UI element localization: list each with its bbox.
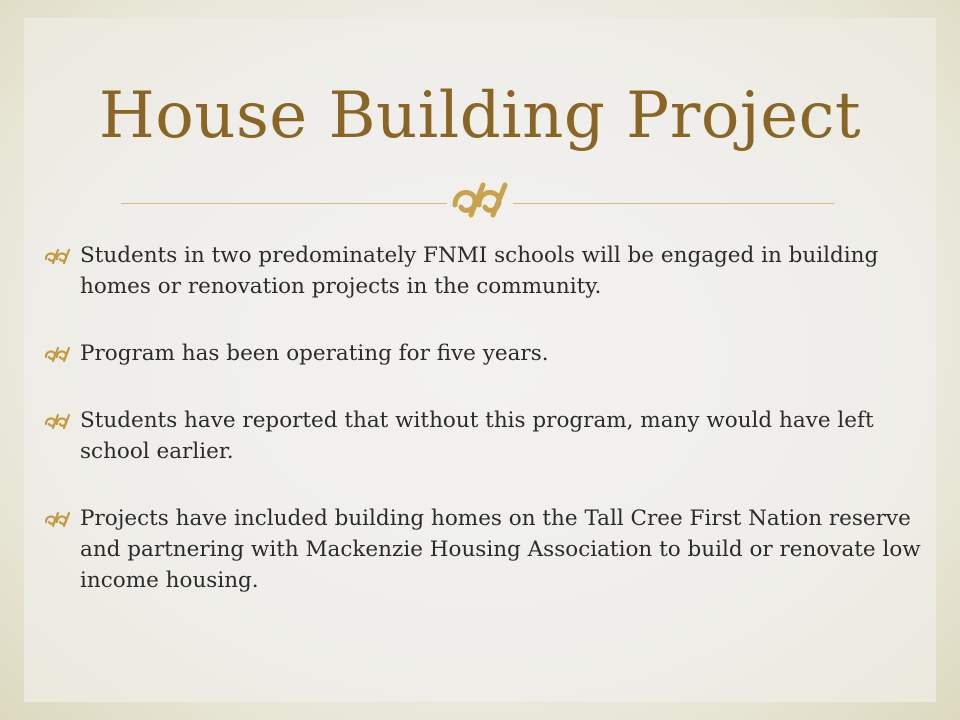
double-loop-ornament-icon (449, 177, 511, 221)
list-item (44, 240, 924, 302)
list-item (44, 503, 924, 596)
bullet-text: Students in two predominately FNMI schools will be engaged in building homes or renovation projects in the community. (80, 243, 879, 299)
double-loop-bullet-icon (44, 248, 70, 264)
double-loop-bullet-icon (44, 511, 70, 527)
slide-title: House Building Project (98, 79, 862, 153)
title-divider-right (513, 203, 835, 204)
list-item (44, 338, 924, 369)
bullet-text: Students have reported that without this program, many would have left school earlier. (80, 408, 874, 464)
bullet-text: Projects have included building homes on the Tall Cree First Nation reserve and partnering with Mackenzie Housing Association to build or renovate low income housing. (80, 506, 921, 593)
double-loop-bullet-icon (44, 413, 70, 429)
list-item (44, 405, 924, 467)
bullet-text: Program has been operating for five years. (80, 341, 549, 366)
bullet-list (44, 240, 924, 596)
title-divider-left (121, 203, 447, 204)
double-loop-bullet-icon (44, 346, 70, 362)
